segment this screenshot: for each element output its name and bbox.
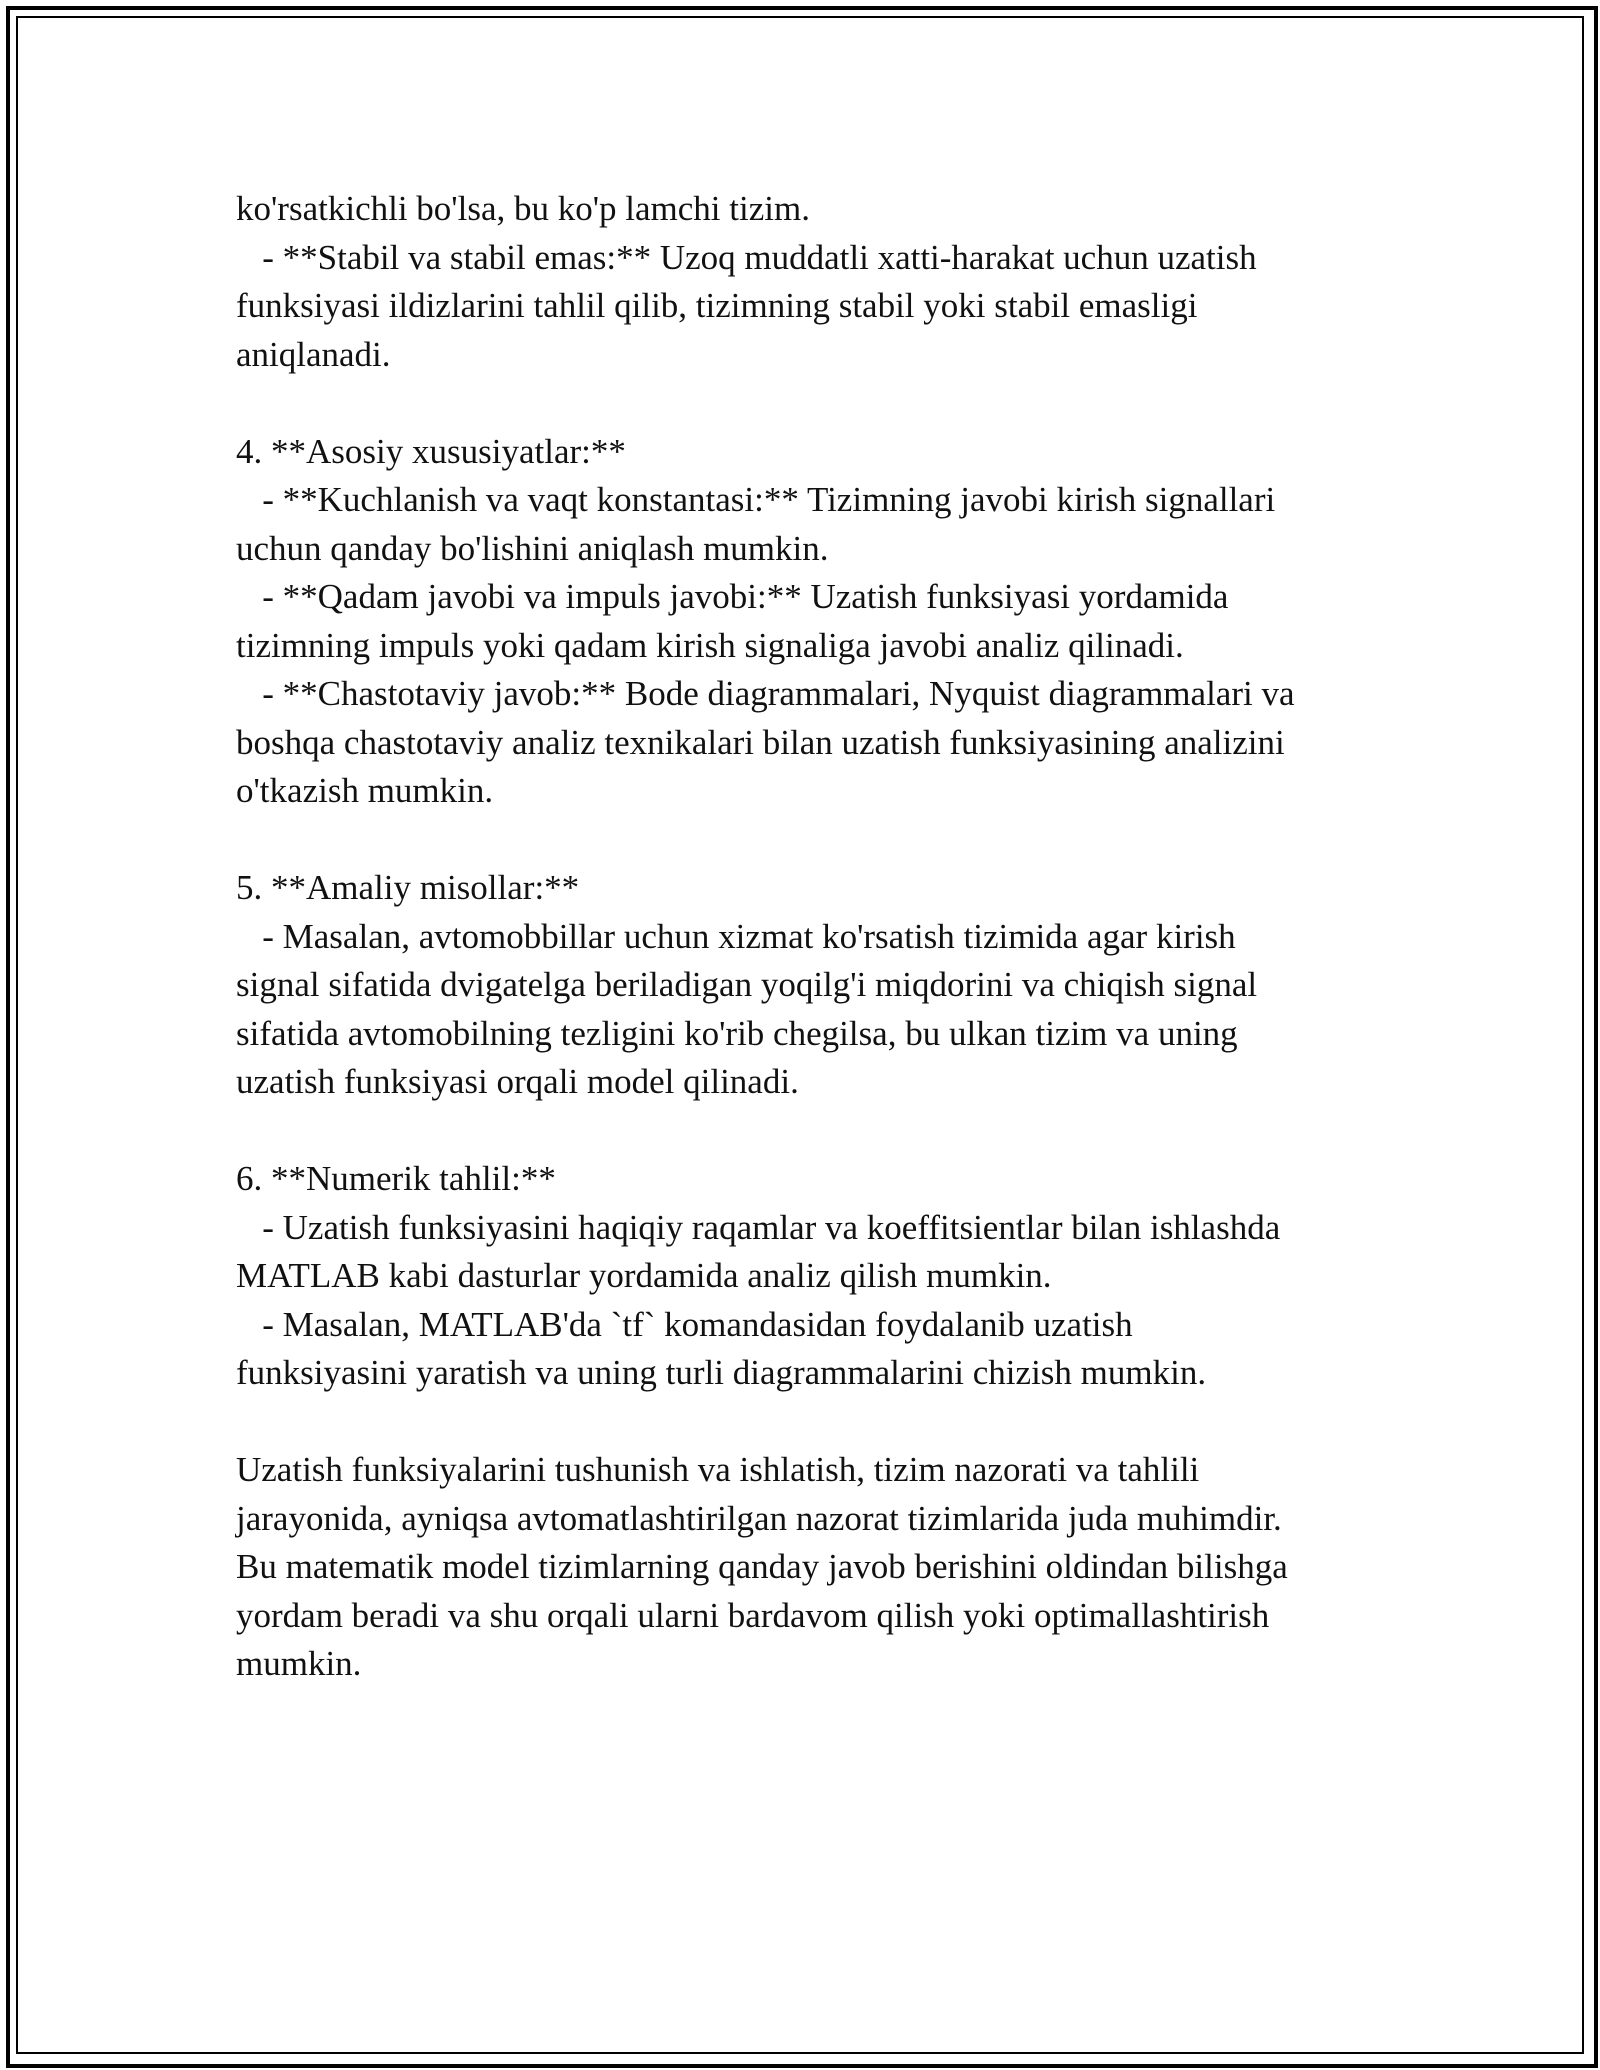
text-line: yordam beradi va shu orqali ularni bardavom qilish yoki optimallashtirish [236,1595,1270,1635]
text-line: - Uzatish funksiyasini haqiqiy raqamlar va koeffitsientlar bilan ishlashda [236,1207,1281,1247]
text-line: jarayonida, ayniqsa avtomatlashtirilgan nazorat tizimlarida juda muhimdir. [236,1498,1282,1538]
text-line: tizimning impuls yoki qadam kirish signaliga javobi analiz qilinadi. [236,625,1184,665]
document-body [236,185,1376,1689]
section-heading: 6. **Numerik tahlil:** [236,1159,556,1198]
section-heading: 4. **Asosiy xususiyatlar:** [236,431,626,471]
blank-line [236,1107,1376,1156]
text-line: Uzatish funksiyalarini tushunish va ishlatish, tizim nazorati va tahlili [236,1450,1200,1489]
text-line: - Masalan, MATLAB'da `tf` komandasidan foydalanib uzatish [236,1304,1133,1344]
text-line: - Masalan, avtomobbillar uchun xizmat ko'rsatish tizimida agar kirish [236,916,1236,956]
text-line: signal sifatida dvigatelga beriladigan yoqilg'i miqdorini va chiqish signal [236,965,1258,1004]
text-line: uchun qanday bo'lishini aniqlash mumkin. [236,528,829,568]
text-line: sifatida avtomobilning tezligini ko'rib chegilsa, bu ulkan tizim va uning [236,1013,1238,1053]
text-line: mumkin. [236,1644,362,1683]
text-line: MATLAB kabi dasturlar yordamida analiz qilish mumkin. [236,1256,1052,1295]
text-line: - **Chastotaviy javob:** Bode diagrammalari, Nyquist diagrammalari va [236,674,1295,713]
text-line: - **Qadam javobi va impuls javobi:** Uzatish funksiyasi yordamida [236,577,1229,616]
text-line: - **Stabil va stabil emas:** Uzoq muddatli xatti-harakat uchun uzatish [236,237,1257,277]
text-line: boshqa chastotaviy analiz texnikalari bilan uzatish funksiyasining analizini [236,722,1285,762]
text-line: ko'rsatkichli bo'lsa, bu ko'p lamchi tizim. [236,189,810,228]
section-heading: 5. **Amaliy misollar:** [236,868,580,907]
text-line: Bu matematik model tizimlarning qanday javob berishini oldindan bilishga [236,1547,1288,1586]
blank-line [236,379,1376,428]
blank-line [236,816,1376,865]
blank-line [236,1398,1376,1447]
text-line: funksiyasi ildizlarini tahlil qilib, tizimning stabil yoki stabil emasligi [236,286,1198,325]
text-line: - **Kuchlanish va vaqt konstantasi:** Tizimning javobi kirish signallari [236,480,1276,519]
text-line: aniqlanadi. [236,334,391,374]
text-line: funksiyasini yaratish va uning turli diagrammalarini chizish mumkin. [236,1353,1207,1392]
text-line: uzatish funksiyasi orqali model qilinadi. [236,1062,799,1101]
text-line: o'tkazish mumkin. [236,771,494,810]
